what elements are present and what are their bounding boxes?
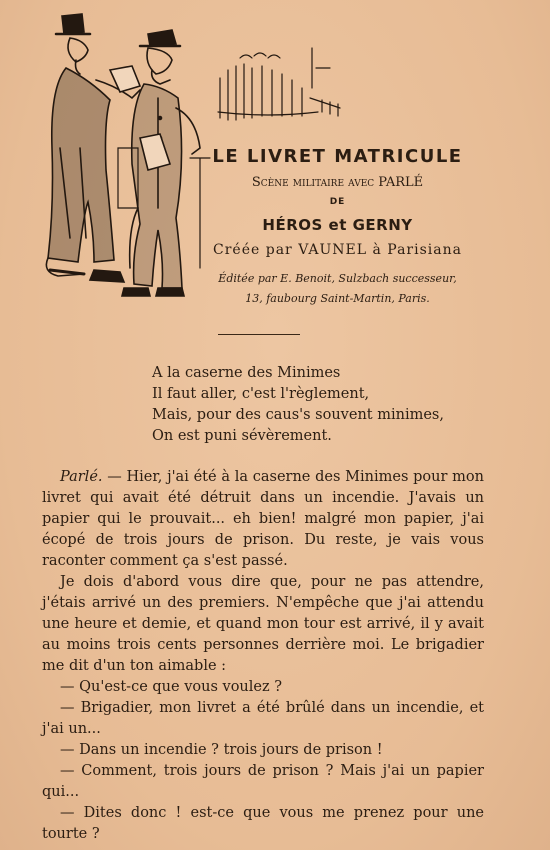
authors: HÉROS et GERNY <box>262 216 413 234</box>
dialogue-line: — Dites donc ! est-ce que vous me prenez pour une tourte ? <box>42 805 484 842</box>
paragraph-1-text: — Hier, j'ai été à la caserne des Minimes pour mon livret qui avait été détruit dans un incendie. J'avais un papier qui le prouvait... eh bien! malgré mon papier, j'ai écopé de trois jours de prison. Du reste, je vais vous raconter comment ça s'est passé. <box>42 469 484 569</box>
verse-line: On est puni sévèrement. <box>152 428 332 444</box>
divider <box>218 334 300 335</box>
publisher: Éditée par E. Benoit, Sulzbach successeur, <box>218 272 457 285</box>
verse-line: Mais, pour des caus's souvent minimes, <box>152 407 444 423</box>
parle-label: Parlé. <box>60 469 103 485</box>
dialogue-line: — Comment, trois jours de prison ? Mais j'ai un papier qui... <box>42 763 484 800</box>
de-label: DE <box>329 197 346 207</box>
verse-line: A la caserne des Minimes <box>152 365 341 381</box>
created-by: Créée par VAUNEL à Parisiana <box>213 242 462 258</box>
publisher-address: 13, faubourg Saint-Martin, Paris. <box>245 292 430 305</box>
subtitle: Scène militaire avec PARLÉ <box>251 175 424 190</box>
verse-line: Il faut aller, c'est l'règlement, <box>152 386 370 402</box>
dialogue-line: — Qu'est-ce que vous voulez ? <box>60 679 283 695</box>
paragraph-1 <box>42 467 484 572</box>
paragraph-2: Je dois d'abord vous dire que, pour ne pas attendre, j'étais arrivé un des premiers. N'empêche que j'ai attendu une heure et demie, et quand mon tour est arrivé, il y avait au moins trois cents personnes derrière moi. Le brigadier me dit d'un ton aimable : <box>42 574 484 674</box>
dialogue-line: — Brigadier, mon livret a été brûlé dans un incendie, et j'ai un... <box>42 700 484 737</box>
verse-stanza <box>152 363 472 447</box>
dialogue-line: — Dans un incendie ? trois jours de prison ! <box>60 742 383 758</box>
song-title: LE LIVRET MATRICULE <box>212 146 463 167</box>
spoken-text <box>42 467 484 845</box>
